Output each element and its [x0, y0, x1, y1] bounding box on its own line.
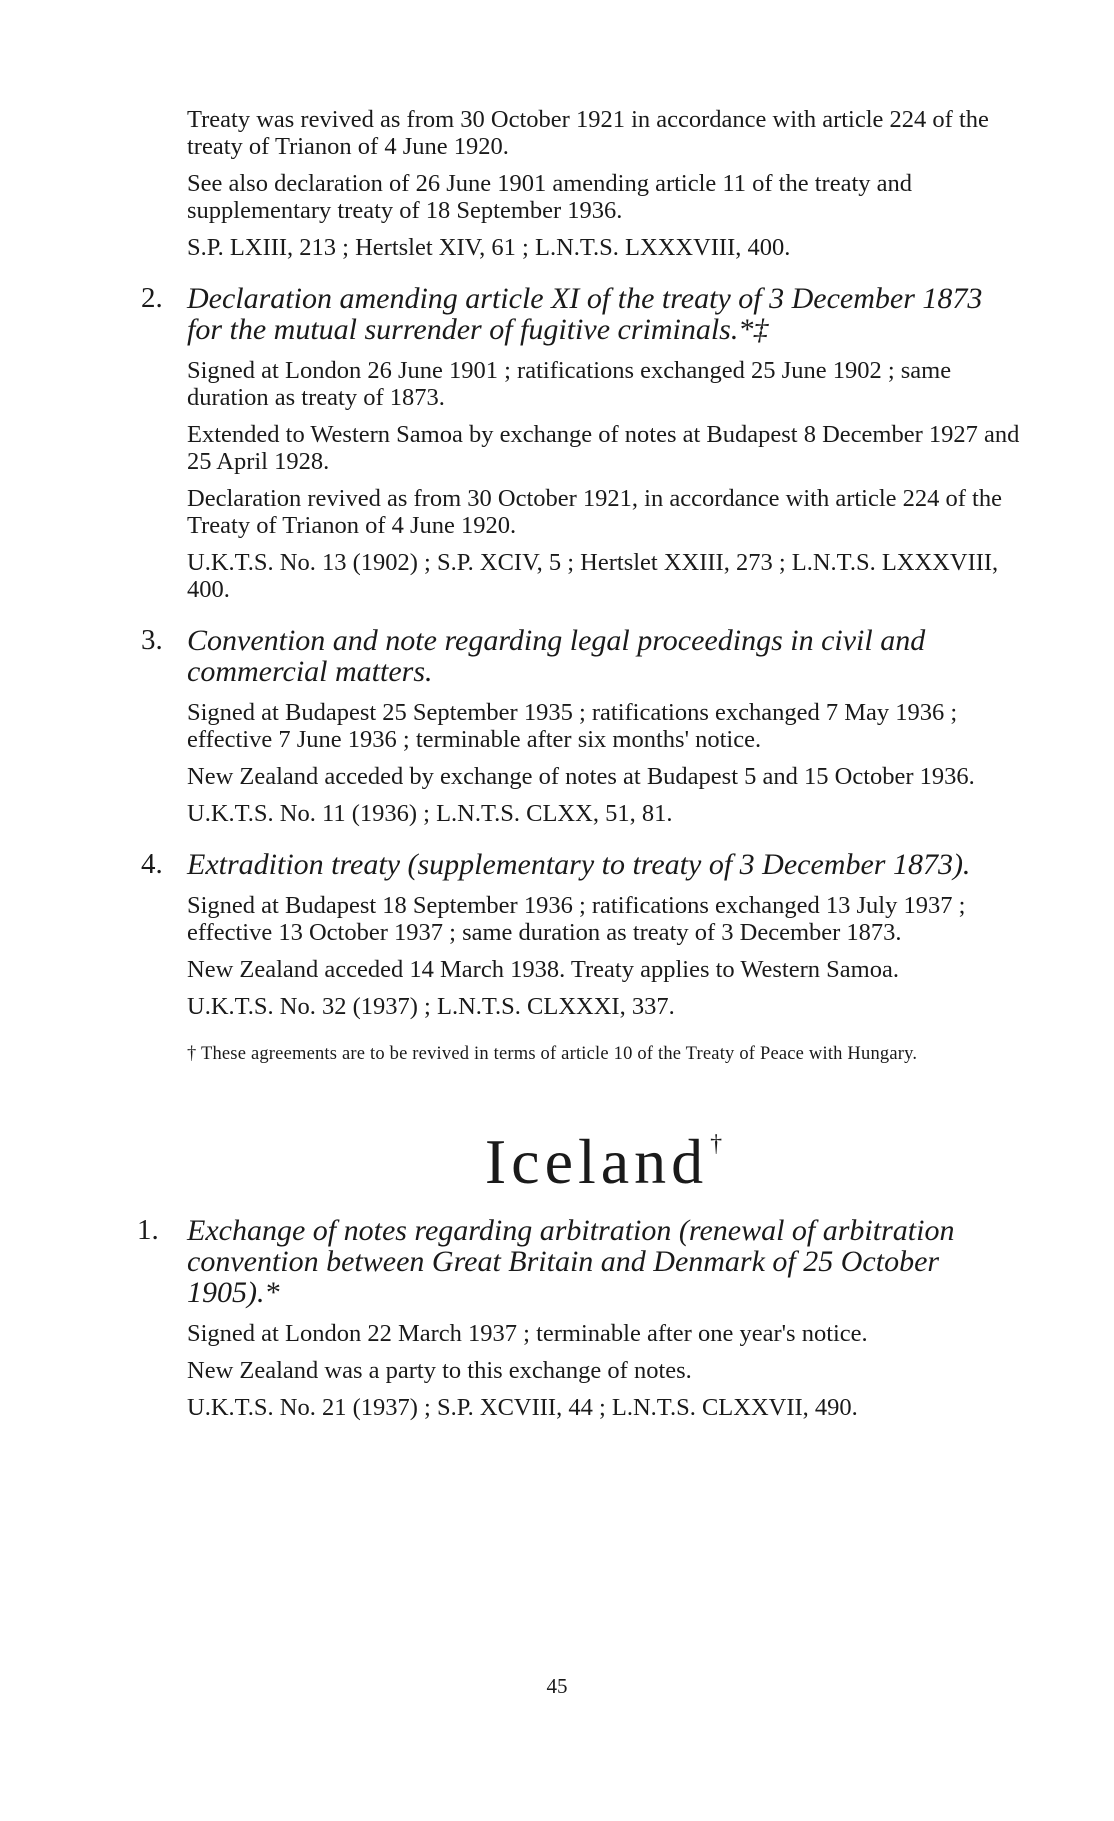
entry-paragraph: Signed at London 22 March 1937 ; terminable after one year's notice. [187, 1320, 868, 1347]
footnote: † These agreements are to be revived in terms of article 10 of the Treaty of Peace with Hungary. [187, 1044, 918, 1064]
entry-number: 2. [141, 282, 163, 314]
treaty-entry-iceland-1 [137, 1214, 1020, 1421]
entry-paragraph: Declaration revived as from 30 October 1921, in accordance with article 224 of the Treaty of Trianon of 4 June 1920. [187, 485, 1002, 539]
entry-references: U.K.T.S. No. 13 (1902) ; S.P. XCIV, 5 ; Hertslet XXIII, 273 ; L.N.T.S. LXXXVIII, 400. [187, 549, 999, 603]
treaty-entry-4 [141, 848, 1020, 1020]
entry-heading [141, 624, 1020, 688]
intro-paragraph: See also declaration of 26 June 1901 amending article 11 of the treaty and supplementary treaty of 18 September 1936. [187, 170, 912, 224]
page-content [137, 106, 1020, 1421]
intro-paragraph: Treaty was revived as from 30 October 1921 in accordance with article 224 of the treaty of Trianon of 4 June 1920. [187, 106, 989, 160]
entry-paragraph: New Zealand was a party to this exchange of notes. [187, 1357, 692, 1384]
entry-number: 1. [137, 1214, 159, 1246]
entry-body [187, 357, 1020, 603]
entry-paragraph: New Zealand acceded by exchange of notes at Budapest 5 and 15 October 1936. [187, 763, 975, 790]
entry-paragraph: Signed at Budapest 18 September 1936 ; ratifications exchanged 13 July 1937 ; effective 13 October 1937 ; same duration as treaty of 3 December 1873. [187, 892, 966, 946]
entry-body [187, 699, 1020, 827]
entry-paragraph: Signed at London 26 June 1901 ; ratifications exchanged 25 June 1902 ; same duration as treaty of 1873. [187, 357, 952, 411]
intro-references: S.P. LXIII, 213 ; Hertslet XIV, 61 ; L.N.T.S. LXXXVIII, 400. [187, 234, 791, 261]
country-name: Iceland [484, 1126, 709, 1197]
entry-references: U.K.T.S. No. 32 (1937) ; L.N.T.S. CLXXXI, 337. [187, 993, 675, 1020]
entry-heading [141, 848, 1020, 881]
entry-title: Exchange of notes regarding arbitration (renewal of arbitration convention between Great Britain and Denmark of 25 October 1905).* [187, 1214, 955, 1309]
entry-number: 4. [141, 848, 163, 880]
entry-references: U.K.T.S. No. 21 (1937) ; S.P. XCVIII, 44 ; L.N.T.S. CLXXVII, 490. [187, 1394, 858, 1421]
entry-title: Declaration amending article XI of the treaty of 3 December 1873 for the mutual surrender of fugitive criminals.*‡ [187, 282, 983, 346]
entry-paragraph: Extended to Western Samoa by exchange of notes at Budapest 8 December 1927 and 25 April 1928. [187, 421, 1020, 475]
entry-body [187, 1320, 1020, 1421]
intro-section [187, 106, 1020, 261]
treaty-entry-2 [141, 282, 1020, 603]
entry-references: U.K.T.S. No. 11 (1936) ; L.N.T.S. CLXX, 51, 81. [187, 800, 673, 827]
page-number: 45 [546, 1674, 568, 1698]
entry-heading [141, 282, 1020, 346]
entry-heading [137, 1214, 1020, 1309]
treaty-entry-3 [141, 624, 1020, 827]
entry-number: 3. [141, 624, 163, 656]
entry-title: Convention and note regarding legal proceedings in civil and commercial matters. [187, 624, 926, 688]
dagger-mark: † [710, 1131, 723, 1157]
entry-body [187, 892, 1020, 1020]
entry-title: Extradition treaty (supplementary to treaty of 3 December 1873). [187, 848, 971, 881]
country-heading [187, 1109, 1020, 1197]
entry-paragraph: Signed at Budapest 25 September 1935 ; ratifications exchanged 7 May 1936 ; effective 7 June 1936 ; terminable after six months' notice. [187, 699, 958, 753]
entry-paragraph: New Zealand acceded 14 March 1938. Treaty applies to Western Samoa. [187, 956, 899, 983]
